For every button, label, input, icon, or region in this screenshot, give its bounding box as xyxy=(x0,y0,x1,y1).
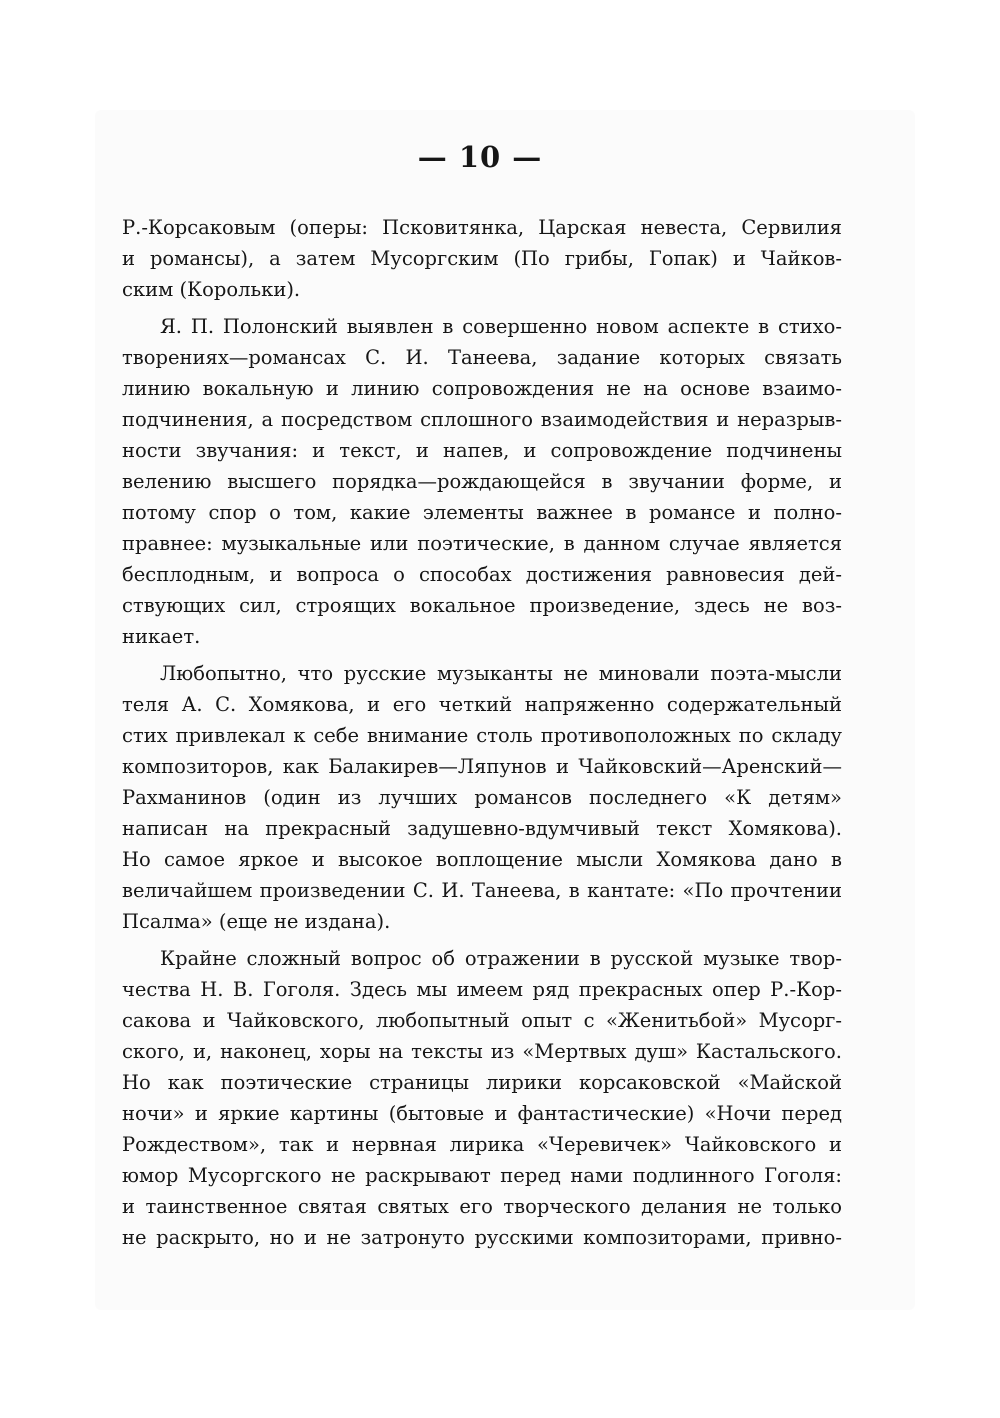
text-line: сакова и Чайковского, любопытный опыт с «Женитьбой» Мусорг- xyxy=(122,1009,842,1032)
text-line: ским (Корольки). xyxy=(122,278,301,301)
paragraph-4 xyxy=(122,943,842,1253)
text-line: ности звучания: и текст, и напев, и сопровождение подчинены xyxy=(122,439,842,462)
text-line: Псалма» (еще не издана). xyxy=(122,910,391,933)
text-line: Любопытно, что русские музыканты не миновали поэта-мысли xyxy=(160,662,842,685)
text-line: не раскрыто, но и не затронуто русскими композиторами, привно- xyxy=(122,1226,842,1249)
paragraph-1 xyxy=(122,212,842,305)
text-line: Крайне сложный вопрос об отражении в русской музыке твор- xyxy=(160,947,842,970)
text-line: юмор Мусоргского не раскрывают перед нами подлинного Гоголя: xyxy=(122,1164,842,1187)
body-text xyxy=(122,212,842,1253)
text-line: линию вокальную и линию сопровождения не на основе взаимо- xyxy=(122,377,842,400)
text-line: Р.-Корсаковым (оперы: Псковитянка, Царская невеста, Сервилия xyxy=(122,216,842,239)
text-line: Но как поэтические страницы лирики корсаковской «Майской xyxy=(122,1071,842,1094)
text-line: композиторов, как Балакирев—Ляпунов и Чайковский—Аренский— xyxy=(122,755,842,778)
paragraph-3 xyxy=(122,658,842,937)
text-line: величайшем произведении С. И. Танеева, в кантате: «По прочтении xyxy=(122,879,842,902)
text-line: и романсы), а затем Мусоргским (По грибы, Гопак) и Чайков- xyxy=(122,247,842,270)
text-line: чества Н. В. Гоголя. Здесь мы имеем ряд прекрасных опер Р.-Кор- xyxy=(122,978,842,1001)
text-line: Но самое яркое и высокое воплощение мысли Хомякова дано в xyxy=(122,848,842,871)
text-line: правнее: музыкальные или поэтические, в данном случае является xyxy=(122,532,842,555)
text-line: Я. П. Полонский выявлен в совершенно новом аспекте в стихо- xyxy=(160,315,842,338)
text-line: написан на прекрасный задушевно-вдумчивый текст Хомякова). xyxy=(122,817,842,840)
page-number: — 10 — xyxy=(417,140,543,174)
text-line: бесплодным, и вопроса о способах достижения равновесия дей- xyxy=(122,563,842,586)
text-line: подчинения, а посредством сплошного взаимодействия и неразрыв- xyxy=(122,408,842,431)
text-line: никает. xyxy=(122,625,201,648)
text-line: ночи» и яркие картины (бытовые и фантастические) «Ночи перед xyxy=(122,1102,842,1125)
text-line: теля А. С. Хомякова, и его четкий напряженно содержательный xyxy=(122,693,842,716)
text-line: велению высшего порядка—рождающейся в звучании форме, и xyxy=(122,470,842,493)
text-line: потому спор о том, какие элементы важнее в романсе и полно- xyxy=(122,501,842,524)
text-line: Рождеством», так и нервная лирика «Черевичек» Чайковского и xyxy=(122,1133,842,1156)
text-line: и таинственное святая святых его творческого делания не только xyxy=(122,1195,842,1218)
text-line: творениях—романсах С. И. Танеева, задание которых связать xyxy=(122,346,842,369)
text-line: ствующих сил, строящих вокальное произведение, здесь не воз- xyxy=(122,594,842,617)
text-line: стих привлекал к себе внимание столь противоположных по складу xyxy=(122,724,842,747)
paragraph-2 xyxy=(122,311,842,652)
text-line: ского, и, наконец, хоры на тексты из «Мертвых душ» Кастальского. xyxy=(122,1040,842,1063)
text-line: Рахманинов (один из лучших романсов последнего «К детям» xyxy=(122,786,842,809)
